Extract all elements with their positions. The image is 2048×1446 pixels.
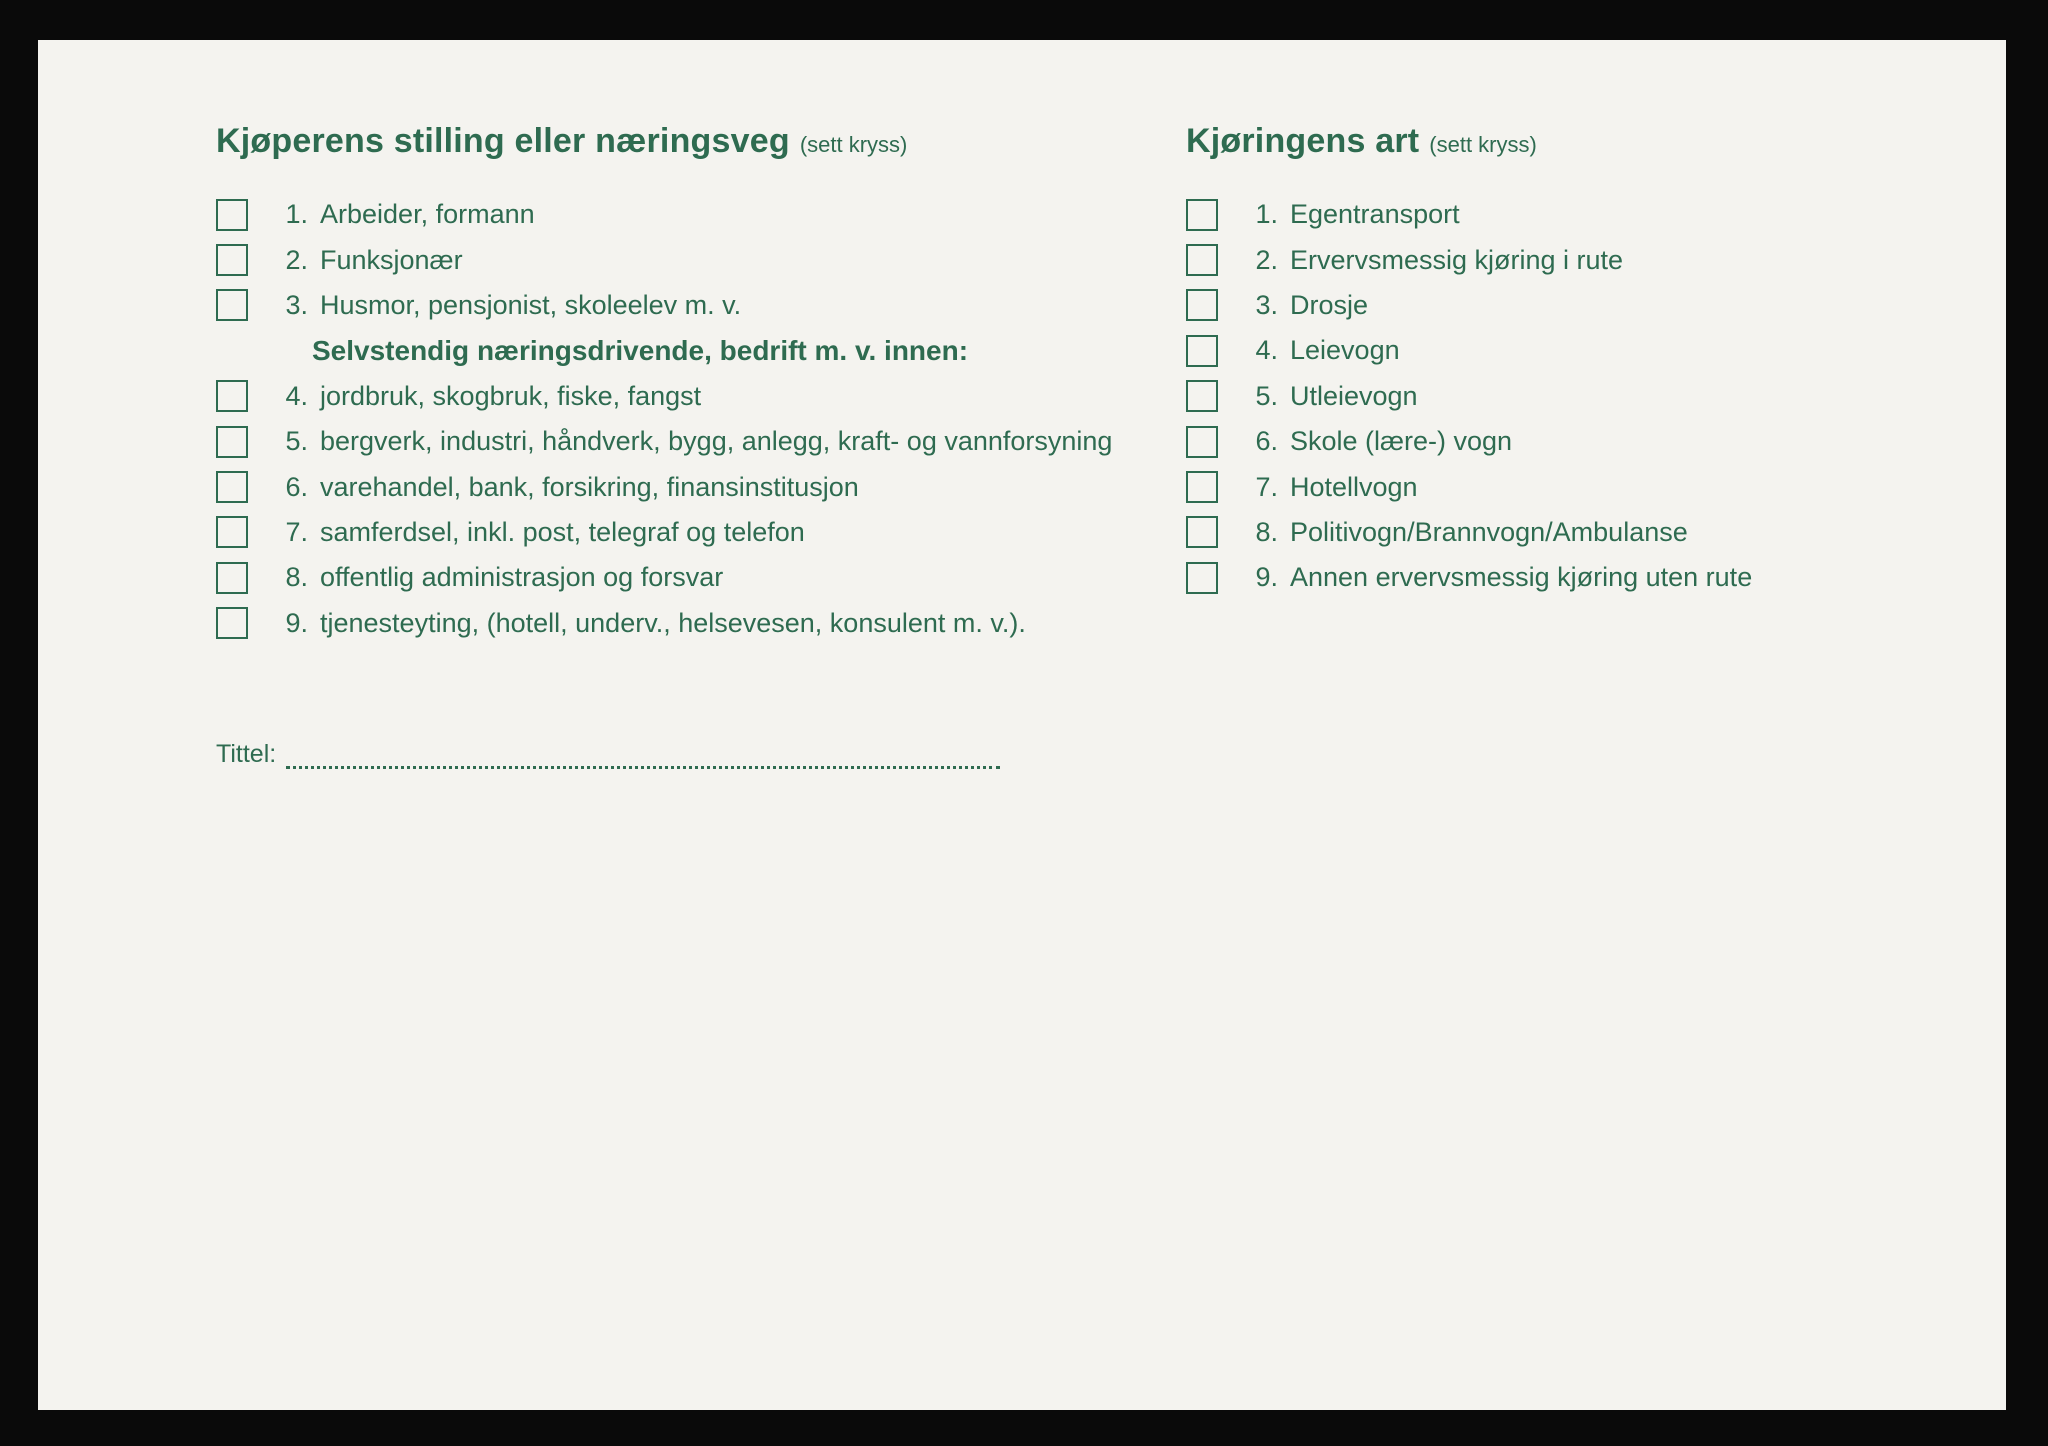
buyer-occupation-note: (sett kryss)	[799, 132, 908, 157]
option-number: 1.	[285, 199, 308, 230]
occupation-option-4[interactable]	[216, 374, 1112, 419]
option-label: Husmor, pensjonist, skoleelev m. v.	[320, 289, 742, 320]
driving-type-heading	[1186, 122, 1752, 178]
option-label: Politivogn/Brannvogn/Ambulanse	[1290, 516, 1688, 547]
option-label: Leievogn	[1290, 335, 1400, 366]
checkbox-driving-7[interactable]	[1186, 471, 1218, 503]
option-number: 3.	[1255, 289, 1278, 320]
option-label: jordbruk, skogbruk, fiske, fangst	[320, 380, 702, 411]
option-label: Utleievogn	[1290, 380, 1418, 411]
occupation-option-2[interactable]	[216, 237, 1112, 282]
option-label: Egentransport	[1290, 199, 1460, 230]
option-label: Ervervsmessig kjøring i rute	[1290, 244, 1624, 275]
driving-option-2[interactable]	[1186, 237, 1752, 282]
occupation-option-5[interactable]	[216, 419, 1112, 464]
checkbox-occupation-8[interactable]	[216, 562, 248, 594]
option-number: 2.	[1255, 244, 1278, 275]
occupation-option-8[interactable]	[216, 555, 1112, 600]
driving-option-3[interactable]	[1186, 283, 1752, 328]
option-number: 5.	[1255, 380, 1278, 411]
buyer-occupation-heading	[216, 122, 1112, 178]
title-field[interactable]	[216, 740, 1000, 769]
title-label: Tittel:	[216, 740, 277, 768]
occupation-option-1[interactable]	[216, 192, 1112, 237]
checkbox-driving-9[interactable]	[1186, 562, 1218, 594]
buyer-occupation-section	[216, 122, 1112, 646]
driving-option-7[interactable]	[1186, 464, 1752, 509]
occupation-option-9[interactable]	[216, 601, 1112, 646]
option-label: tjenesteyting, (hotell, underv., helsevesen, konsulent m. v.).	[320, 607, 1026, 638]
checkbox-occupation-1[interactable]	[216, 199, 248, 231]
checkbox-driving-6[interactable]	[1186, 426, 1218, 458]
occupation-option-6[interactable]	[216, 464, 1112, 509]
checkbox-driving-5[interactable]	[1186, 380, 1218, 412]
form-card	[38, 40, 2006, 1410]
checkbox-occupation-2[interactable]	[216, 244, 248, 276]
option-label: Skole (lære-) vogn	[1290, 426, 1513, 457]
checkbox-occupation-5[interactable]	[216, 426, 248, 458]
option-label: Arbeider, formann	[320, 199, 535, 230]
checkbox-driving-4[interactable]	[1186, 335, 1218, 367]
option-number: 7.	[285, 516, 308, 547]
option-label: samferdsel, inkl. post, telegraf og telefon	[320, 516, 805, 547]
option-number: 9.	[1255, 562, 1278, 593]
occupation-option-7[interactable]	[216, 510, 1112, 555]
buyer-occupation-list	[216, 192, 1112, 646]
option-label: Funksjonær	[320, 244, 463, 275]
option-label: Annen ervervsmessig kjøring uten rute	[1290, 562, 1753, 593]
option-number: 4.	[285, 380, 308, 411]
checkbox-occupation-3[interactable]	[216, 289, 248, 321]
checkbox-driving-2[interactable]	[1186, 244, 1218, 276]
option-number: 3.	[285, 289, 308, 320]
self-employed-subheading: Selvstendig næringsdrivende, bedrift m. v. innen:	[312, 334, 969, 366]
option-number: 8.	[1255, 516, 1278, 547]
option-number: 4.	[1255, 335, 1278, 366]
driving-option-1[interactable]	[1186, 192, 1752, 237]
option-label: Hotellvogn	[1290, 471, 1418, 502]
option-label: bergverk, industri, håndverk, bygg, anlegg, kraft- og vannforsyning	[320, 426, 1113, 457]
option-number: 2.	[285, 244, 308, 275]
title-dotted-line[interactable]	[286, 756, 1000, 769]
buyer-occupation-title: Kjøperens stilling eller næringsveg	[216, 122, 790, 160]
option-number: 9.	[285, 607, 308, 638]
driving-option-6[interactable]	[1186, 419, 1752, 464]
driving-option-4[interactable]	[1186, 328, 1752, 373]
occupation-option-3[interactable]	[216, 283, 1112, 328]
driving-type-list	[1186, 192, 1752, 601]
checkbox-driving-8[interactable]	[1186, 516, 1218, 548]
option-number: 1.	[1255, 199, 1278, 230]
option-number: 7.	[1255, 471, 1278, 502]
option-number: 6.	[1255, 426, 1278, 457]
checkbox-driving-3[interactable]	[1186, 289, 1218, 321]
option-label: Drosje	[1290, 289, 1369, 320]
option-number: 8.	[285, 562, 308, 593]
option-number: 6.	[285, 471, 308, 502]
driving-type-title: Kjøringens art	[1186, 122, 1420, 160]
checkbox-driving-1[interactable]	[1186, 199, 1218, 231]
checkbox-occupation-6[interactable]	[216, 471, 248, 503]
driving-option-9[interactable]	[1186, 555, 1752, 600]
driving-type-note: (sett kryss)	[1429, 132, 1537, 157]
checkbox-occupation-7[interactable]	[216, 516, 248, 548]
checkbox-occupation-9[interactable]	[216, 607, 248, 639]
option-number: 5.	[285, 426, 308, 457]
checkbox-occupation-4[interactable]	[216, 380, 248, 412]
driving-option-5[interactable]	[1186, 374, 1752, 419]
option-label: varehandel, bank, forsikring, finansinstitusjon	[320, 471, 859, 502]
option-label: offentlig administrasjon og forsvar	[320, 562, 724, 593]
driving-type-section	[1186, 122, 1752, 601]
driving-option-8[interactable]	[1186, 510, 1752, 555]
